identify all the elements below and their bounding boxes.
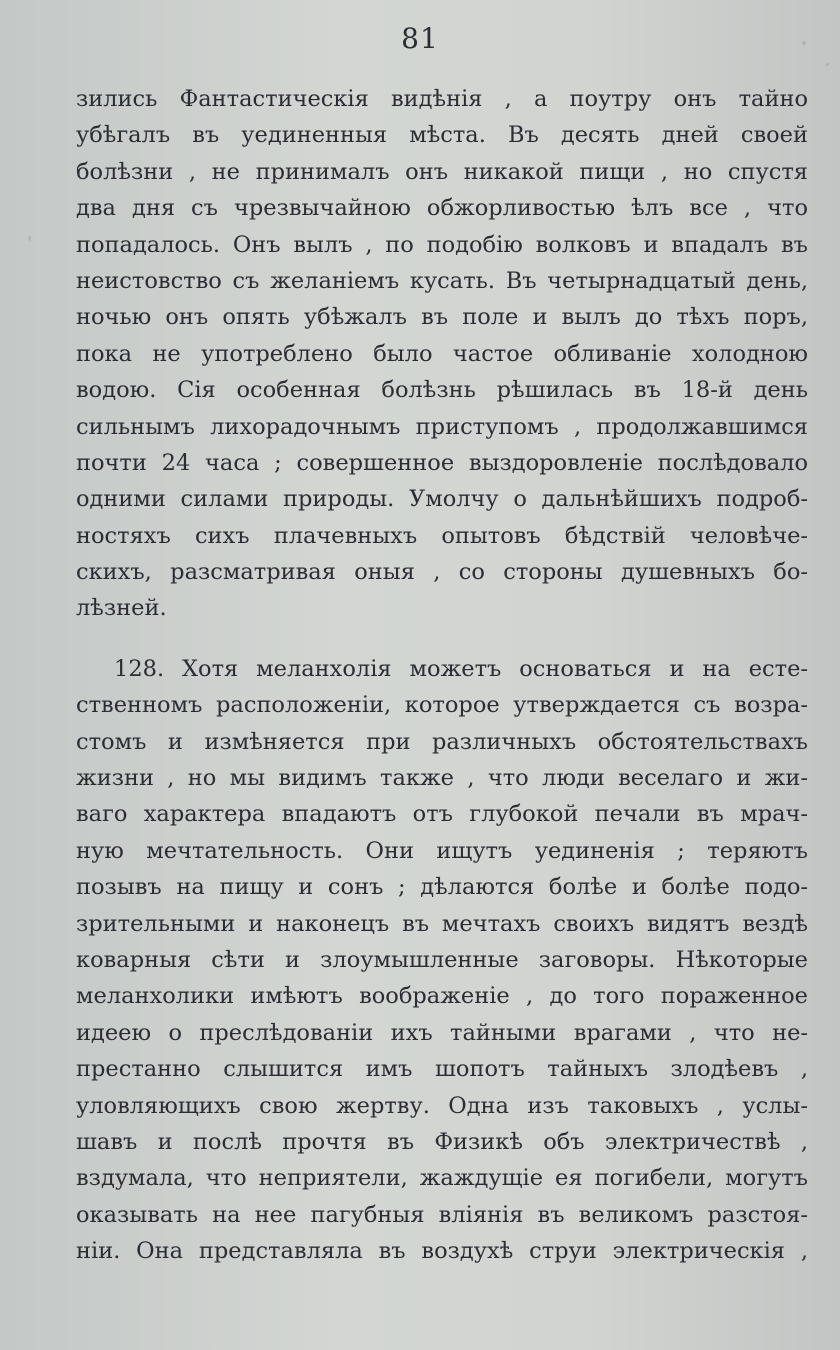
text-line: попадалось. Онъ вылъ , по подобію волковъ и впадалъ въ [76, 231, 808, 258]
text-line: неистовство съ желаніемъ кусать. Въ четырнадцатый день, [76, 267, 808, 294]
text-line: ночью онъ опять убѣжалъ въ поле и вылъ до тѣхъ поръ, [76, 304, 808, 331]
text-line: ваго характера впадаютъ отъ глубокой печали въ мрач- [76, 801, 808, 828]
text-line: убѣгалъ въ уединенныя мѣста. Въ десять дней своей [76, 122, 808, 149]
paper-blemish [826, 63, 829, 66]
page-number: 81 [401, 22, 439, 55]
text-line: престанно слышится имъ шопотъ тайныхъ злодѣевъ , [76, 1056, 808, 1083]
text-line: водою. Сія особенная болѣзнь рѣшилась въ 18-й день [76, 377, 808, 404]
text-line: два дня съ чрезвычайною обжорливостью ѣлъ все , что [76, 195, 808, 222]
paragraph-gap [76, 627, 808, 651]
text-line: одними силами природы. Умолчу о дальнѣйшихъ подроб- [76, 486, 808, 513]
text-line: зрительными и наконецъ въ мечтахъ своихъ видятъ вездѣ [76, 910, 808, 937]
text-line: коварныя сѣти и злоумышленные заговоры. Нѣкоторые [76, 946, 808, 973]
text-line: вздумала, что неприятели, жаждущіе ея погибели, могутъ [76, 1165, 808, 1192]
paper-blemish [28, 236, 31, 241]
text-line: оказывать на нее пагубныя вліянія въ великомъ разстоя- [76, 1201, 808, 1228]
text-line: меланхолики имѣютъ воображеніе , до того пораженное [76, 983, 808, 1010]
text-line: сильнымъ лихорадочнымъ приступомъ , продолжавшимся [76, 413, 808, 440]
text-line: стомъ и измѣняется при различныхъ обстоятельствахъ [76, 728, 808, 755]
text-line: лѣзней. [76, 595, 167, 622]
text-line: скихъ, разсматривая оныя , со стороны душевныхъ бо- [76, 559, 808, 586]
text-line: ную мечтательность. Они ищутъ уединенія ; теряютъ [76, 837, 808, 864]
text-line: почти 24 часа ; совершенное выздоровленіе послѣдовало [76, 449, 808, 476]
text-line: идеею о преслѣдованіи ихъ тайными врагами , что не- [76, 1019, 808, 1046]
paragraph [76, 81, 808, 627]
text-line: шавъ и послѣ прочтя въ Физикѣ объ электричествѣ , [76, 1128, 808, 1155]
text-line: зились Фантастическія видѣнія , а поутру онъ тайно [76, 86, 808, 112]
text-line: ніи. Она представляла въ воздухѣ струи электрическія , [76, 1238, 808, 1265]
text-line: позывъ на пищу и сонъ ; дѣлаются болѣе и болѣе подо- [76, 874, 808, 901]
text-line: жизни , но мы видимъ также , что люди веселаго и жи- [76, 765, 808, 792]
text-line: пока не употреблено было частое обливаніе холодною [76, 340, 808, 367]
body-text [76, 81, 808, 1270]
text-line: 128. Хотя меланхолія можетъ основаться и на есте- [114, 655, 808, 682]
text-line: ностяхъ сихъ плачевныхъ опытовъ бѣдствій человѣче- [76, 522, 808, 549]
text-line: ственномъ расположеніи, которое утверждается съ возра- [76, 692, 808, 719]
text-line: уловляющихъ свою жертву. Одна изъ таковыхъ , услы- [76, 1092, 808, 1119]
paragraph [76, 651, 808, 1270]
text-line: болѣзни , не принималъ онъ никакой пищи , но спустя [76, 158, 808, 185]
